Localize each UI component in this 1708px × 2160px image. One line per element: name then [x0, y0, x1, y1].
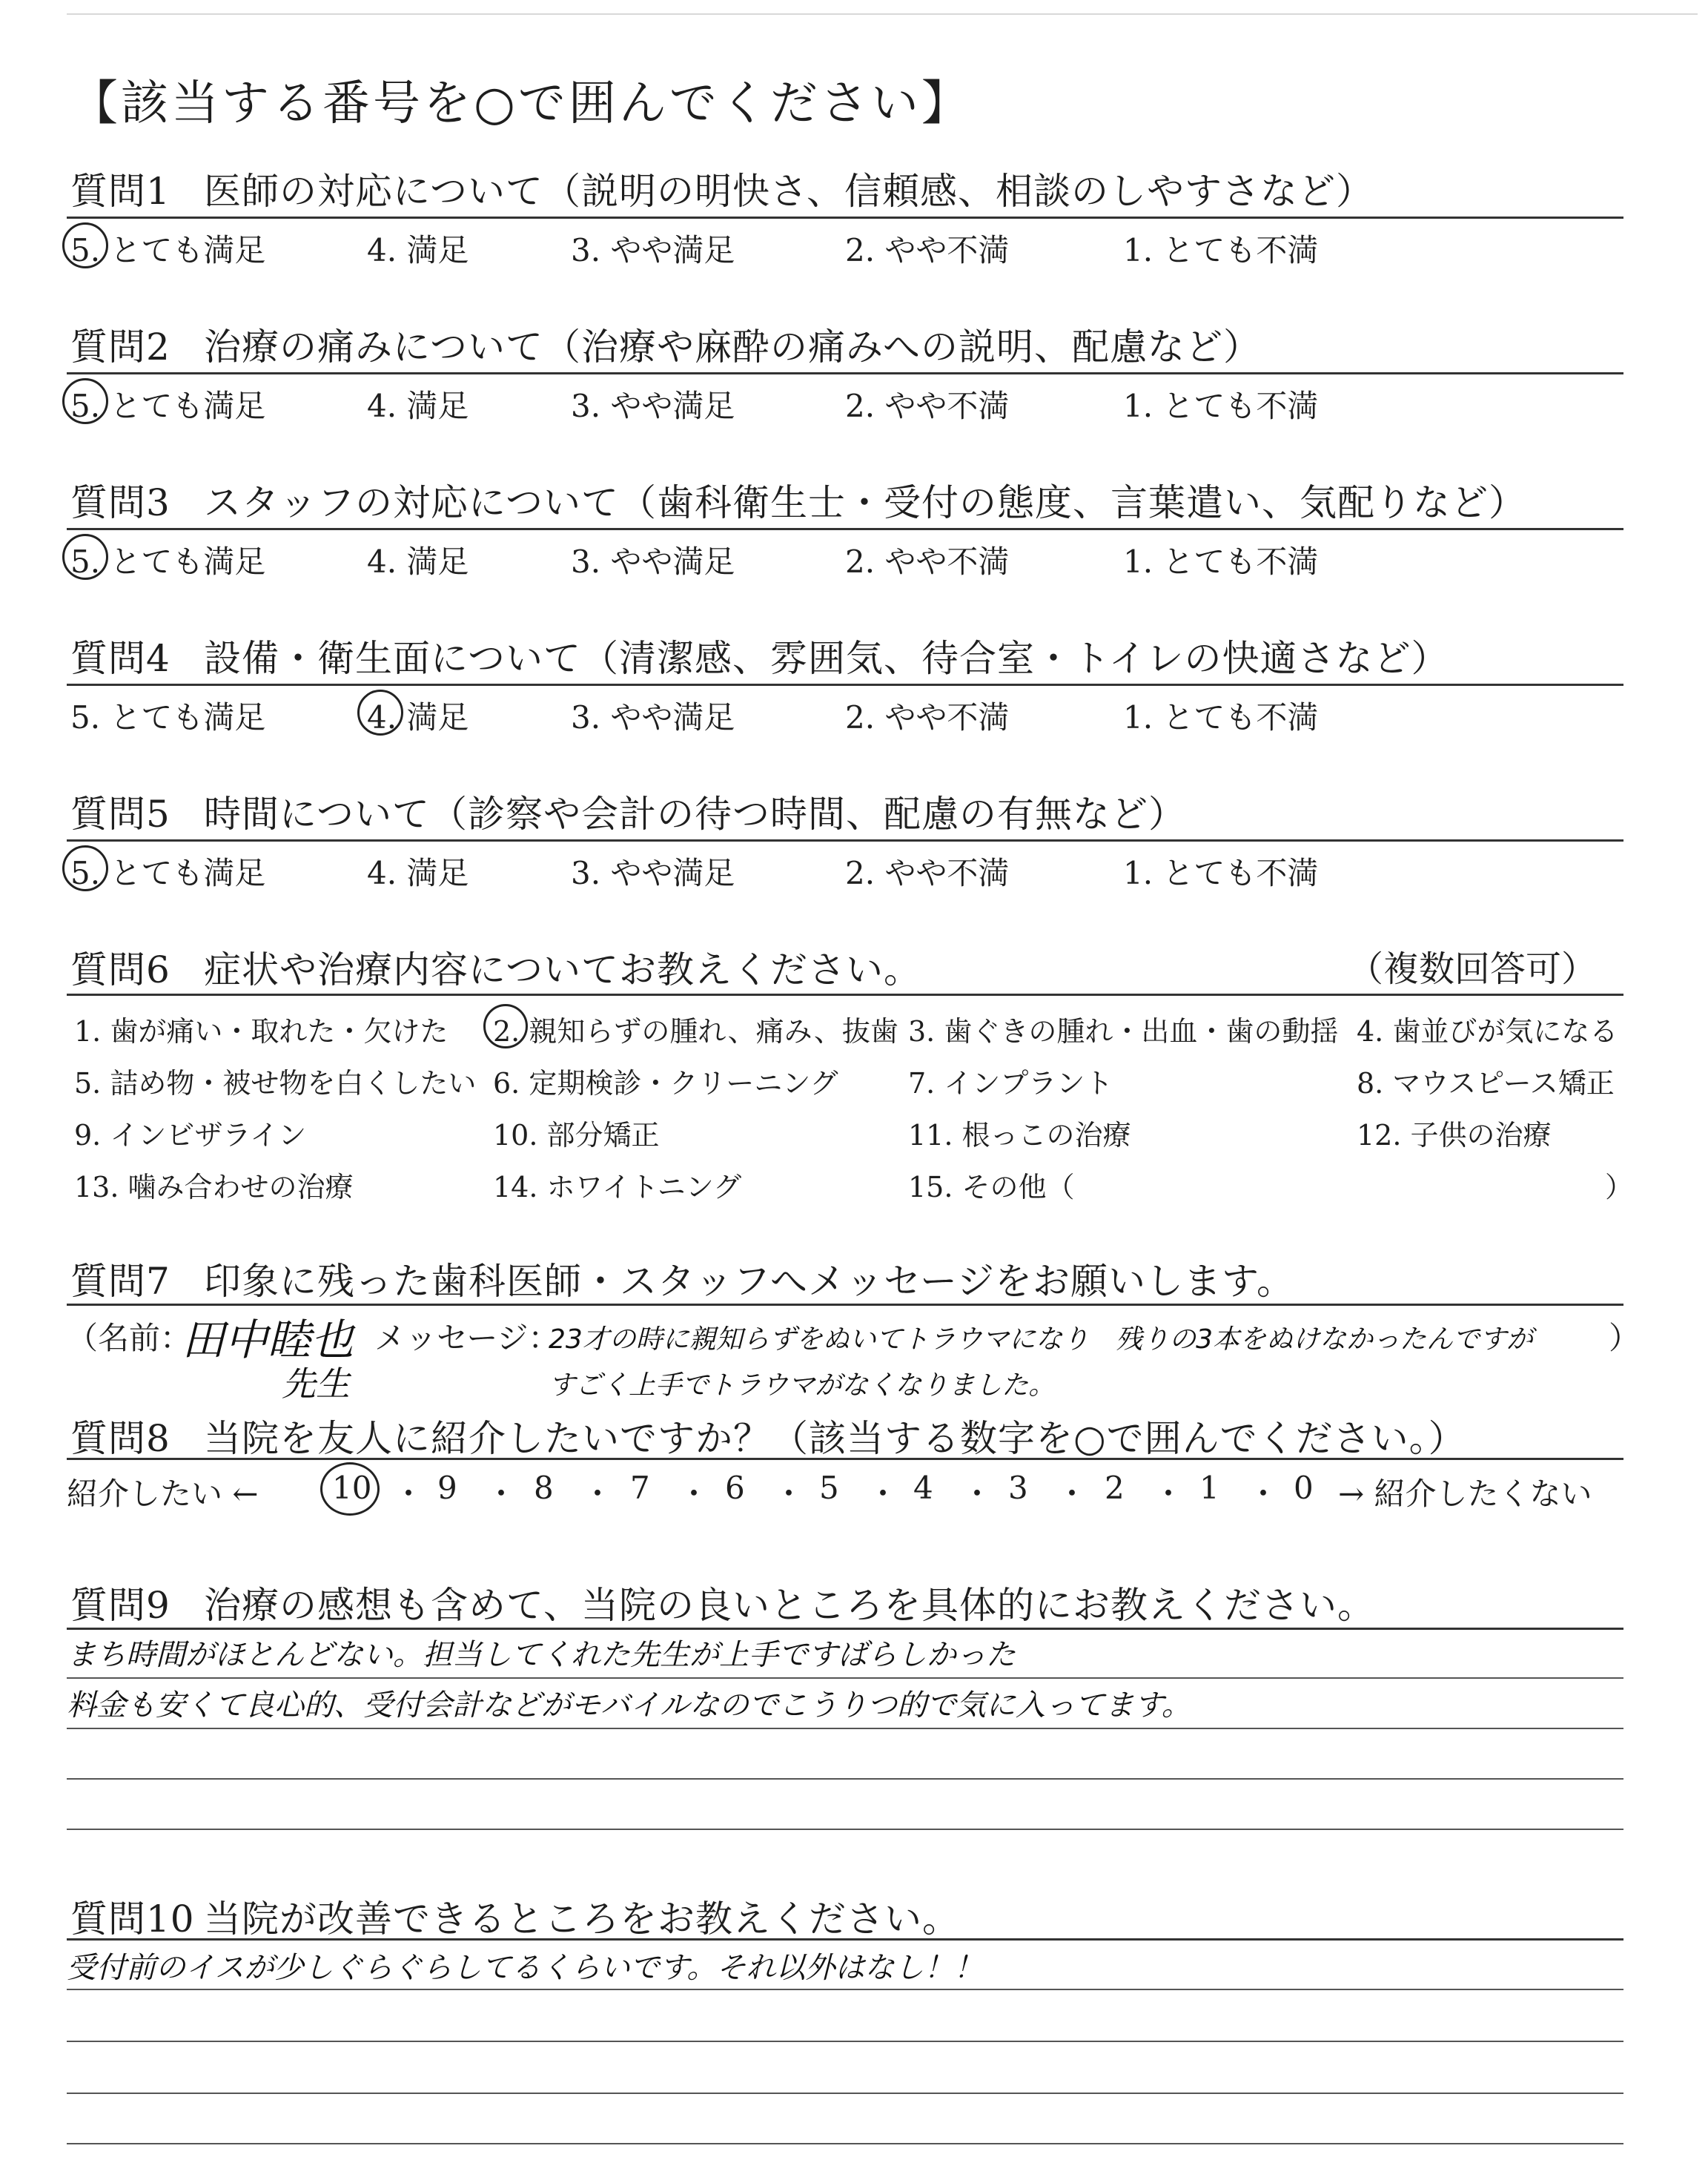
option-1[interactable]: 1. とても不満: [1123, 232, 1319, 268]
handwritten-answer-line2: 料金も安くて良心的、受付会計などがモバイルなのでこうりつ的で気に入ってます。: [67, 1688, 1191, 1723]
scale-6[interactable]: 6: [725, 1470, 745, 1506]
scale-separator: ・: [486, 1476, 517, 1512]
scale-separator: ・: [1056, 1476, 1088, 1512]
answer-line: [67, 1778, 1623, 1780]
rule: [67, 528, 1623, 530]
rule: [67, 1938, 1623, 1941]
symptom-item[interactable]: 15. その他（: [908, 1171, 1075, 1203]
option-4[interactable]: 4. 満足: [367, 699, 469, 736]
scale-separator: ・: [867, 1476, 899, 1512]
scale-separator: ・: [773, 1476, 805, 1512]
question-text: 治療の感想も含めて、当院の良いところを具体的にお教えください。: [204, 1584, 1375, 1627]
question-9: [70, 1576, 1375, 1629]
symptom-item[interactable]: 2. 親知らずの腫れ、痛み、抜歯: [493, 1015, 898, 1048]
not-recommend-label: → 紹介したくない: [1338, 1476, 1592, 1512]
scale-separator: ・: [678, 1476, 710, 1512]
rule: [67, 217, 1623, 219]
scale-3[interactable]: 3: [1008, 1470, 1028, 1506]
top-border: [67, 13, 1698, 15]
other-close-paren: ）: [1605, 1171, 1634, 1203]
scale-9[interactable]: 9: [437, 1470, 457, 1506]
question-text: 医師の対応について（説明の明快さ、信頼感、相談のしやすさなど）: [204, 170, 1374, 213]
question-number: 質問2: [70, 326, 171, 369]
scale-2[interactable]: 2: [1105, 1470, 1125, 1506]
answer-line: [67, 2093, 1623, 2094]
answer-line: [67, 2041, 1623, 2042]
symptom-item[interactable]: 7. インプラント: [908, 1067, 1113, 1100]
scale-7[interactable]: 7: [630, 1470, 650, 1506]
symptom-item[interactable]: 6. 定期検診・クリーニング: [493, 1067, 838, 1100]
option-5[interactable]: 5. とても満足: [70, 855, 266, 891]
option-3[interactable]: 3. やや満足: [571, 232, 735, 268]
symptom-item[interactable]: 11. 根っこの治療: [908, 1119, 1131, 1152]
scale-separator: ・: [1248, 1476, 1280, 1512]
question-text: 当院が改善できるところをお教えください。: [204, 1898, 960, 1941]
handwritten-message-line2: すごく上手でトラウマがなくなりました。: [549, 1370, 1056, 1401]
option-4[interactable]: 4. 満足: [367, 232, 469, 268]
symptom-item[interactable]: 13. 噛み合わせの治療: [74, 1171, 354, 1203]
question-4: [70, 629, 1449, 682]
multiple-answers-note: （複数回答可）: [1347, 948, 1597, 990]
question-6: [70, 940, 921, 994]
scale-5[interactable]: 5: [819, 1470, 839, 1506]
option-4[interactable]: 4. 満足: [367, 388, 469, 424]
option-2[interactable]: 2. やや不満: [845, 232, 1010, 268]
question-number: 質問5: [70, 793, 171, 836]
option-5[interactable]: 5. とても満足: [70, 232, 266, 268]
option-4[interactable]: 4. 満足: [367, 855, 469, 891]
question-2: [70, 317, 1261, 371]
question-number: 質問1: [70, 170, 171, 213]
rule: [67, 1458, 1623, 1460]
option-3[interactable]: 3. やや満足: [571, 544, 735, 580]
page-title: 【該当する番号を○で囲んでください】: [70, 76, 972, 131]
handwritten-message-line1: 23才の時に親知らずをぬいてトラウマになり 残りの3本をぬけなかったんですが: [549, 1324, 1533, 1355]
symptom-item[interactable]: 12. 子供の治療: [1357, 1119, 1552, 1152]
scale-0[interactable]: 0: [1294, 1470, 1314, 1506]
rule: [67, 684, 1623, 686]
option-2[interactable]: 2. やや不満: [845, 544, 1010, 580]
symptom-item[interactable]: 5. 詰め物・被せ物を白くしたい: [74, 1067, 477, 1100]
symptom-item[interactable]: 4. 歯並びが気になる: [1357, 1015, 1618, 1048]
option-2[interactable]: 2. やや不満: [845, 388, 1010, 424]
option-1[interactable]: 1. とても不満: [1123, 855, 1319, 891]
answer-line: [67, 1989, 1623, 1990]
scale-1[interactable]: 1: [1199, 1470, 1219, 1506]
scale-separator: ・: [393, 1476, 425, 1512]
option-3[interactable]: 3. やや満足: [571, 855, 735, 891]
answer-line: [67, 1677, 1623, 1679]
question-number: 質問7: [70, 1260, 171, 1303]
symptom-item[interactable]: 3. 歯ぐきの腫れ・出血・歯の動揺: [908, 1015, 1339, 1048]
symptom-item[interactable]: 9. インビザライン: [74, 1119, 307, 1152]
answer-line: [67, 2143, 1623, 2144]
option-1[interactable]: 1. とても不満: [1123, 544, 1319, 580]
question-text: 印象に残った歯科医師・スタッフへメッセージをお願いします。: [204, 1260, 1294, 1303]
answer-line: [67, 1829, 1623, 1830]
scale-separator: ・: [582, 1476, 614, 1512]
scale-10[interactable]: 10: [332, 1470, 372, 1506]
handwritten-name: 田中睦也: [182, 1315, 354, 1365]
name-label: （名前：: [67, 1320, 192, 1356]
recommend-label: 紹介したい ←: [67, 1476, 259, 1512]
option-5[interactable]: 5. とても満足: [70, 699, 266, 736]
option-5[interactable]: 5. とても満足: [70, 544, 266, 580]
rule: [67, 372, 1623, 374]
question-text: 当院を友人に紹介したいですか？（該当する数字を○で囲んでください。）: [204, 1417, 1466, 1460]
symptom-item[interactable]: 1. 歯が痛い・取れた・欠けた: [74, 1015, 448, 1048]
option-2[interactable]: 2. やや不満: [845, 699, 1010, 736]
option-2[interactable]: 2. やや不満: [845, 855, 1010, 891]
question-1: [70, 162, 1374, 215]
answer-line: [67, 1728, 1623, 1729]
option-5[interactable]: 5. とても満足: [70, 388, 266, 424]
close-paren: ）: [1609, 1320, 1641, 1356]
scale-4[interactable]: 4: [913, 1470, 933, 1506]
question-text: 時間について（診察や会計の待つ時間、配慮の有無など）: [204, 793, 1186, 836]
question-text: 治療の痛みについて（治療や麻酔の痛みへの説明、配慮など）: [204, 326, 1261, 369]
question-5: [70, 785, 1186, 838]
option-3[interactable]: 3. やや満足: [571, 388, 735, 424]
symptom-item[interactable]: 8. マウスピース矯正: [1357, 1067, 1615, 1100]
rule: [67, 839, 1623, 842]
question-text: スタッフの対応について（歯科衛生士・受付の態度、言葉遣い、気配りなど）: [204, 481, 1526, 524]
handwritten-name-suffix: 先生: [282, 1364, 350, 1404]
rule: [67, 994, 1623, 996]
option-1[interactable]: 1. とても不満: [1123, 699, 1319, 736]
question-8: [70, 1409, 1466, 1462]
question-number: 質問9: [70, 1584, 171, 1627]
rule: [67, 1628, 1623, 1630]
question-number: 質問6: [70, 948, 171, 991]
symptom-item[interactable]: 14. ホワイトニング: [493, 1171, 742, 1203]
option-3[interactable]: 3. やや満足: [571, 699, 735, 736]
message-label: メッセージ：: [374, 1320, 560, 1356]
question-text: 症状や治療内容についてお教えください。: [204, 948, 921, 991]
symptom-item[interactable]: 10. 部分矯正: [493, 1119, 660, 1152]
question-number: 質問4: [70, 637, 171, 680]
question-text: 設備・衛生面について（清潔感、雰囲気、待合室・トイレの快適さなど）: [204, 637, 1449, 680]
scale-8[interactable]: 8: [534, 1470, 554, 1506]
option-4[interactable]: 4. 満足: [367, 544, 469, 580]
question-number: 質問10: [70, 1898, 195, 1941]
scale-separator: ・: [961, 1476, 993, 1512]
question-number: 質問3: [70, 481, 171, 524]
handwritten-answer-line1: まち時間がほとんどない。担当してくれた先生が上手ですばらしかった: [67, 1638, 1016, 1672]
question-10: [70, 1889, 960, 1943]
scale-separator: ・: [1153, 1476, 1185, 1512]
question-7: [70, 1252, 1294, 1305]
question-3: [70, 473, 1526, 526]
question-number: 質問8: [70, 1417, 171, 1460]
option-1[interactable]: 1. とても不満: [1123, 388, 1319, 424]
handwritten-answer-line1: 受付前のイスが少しぐらぐらしてるくらいです。それ以外はなし！！: [67, 1951, 984, 1985]
